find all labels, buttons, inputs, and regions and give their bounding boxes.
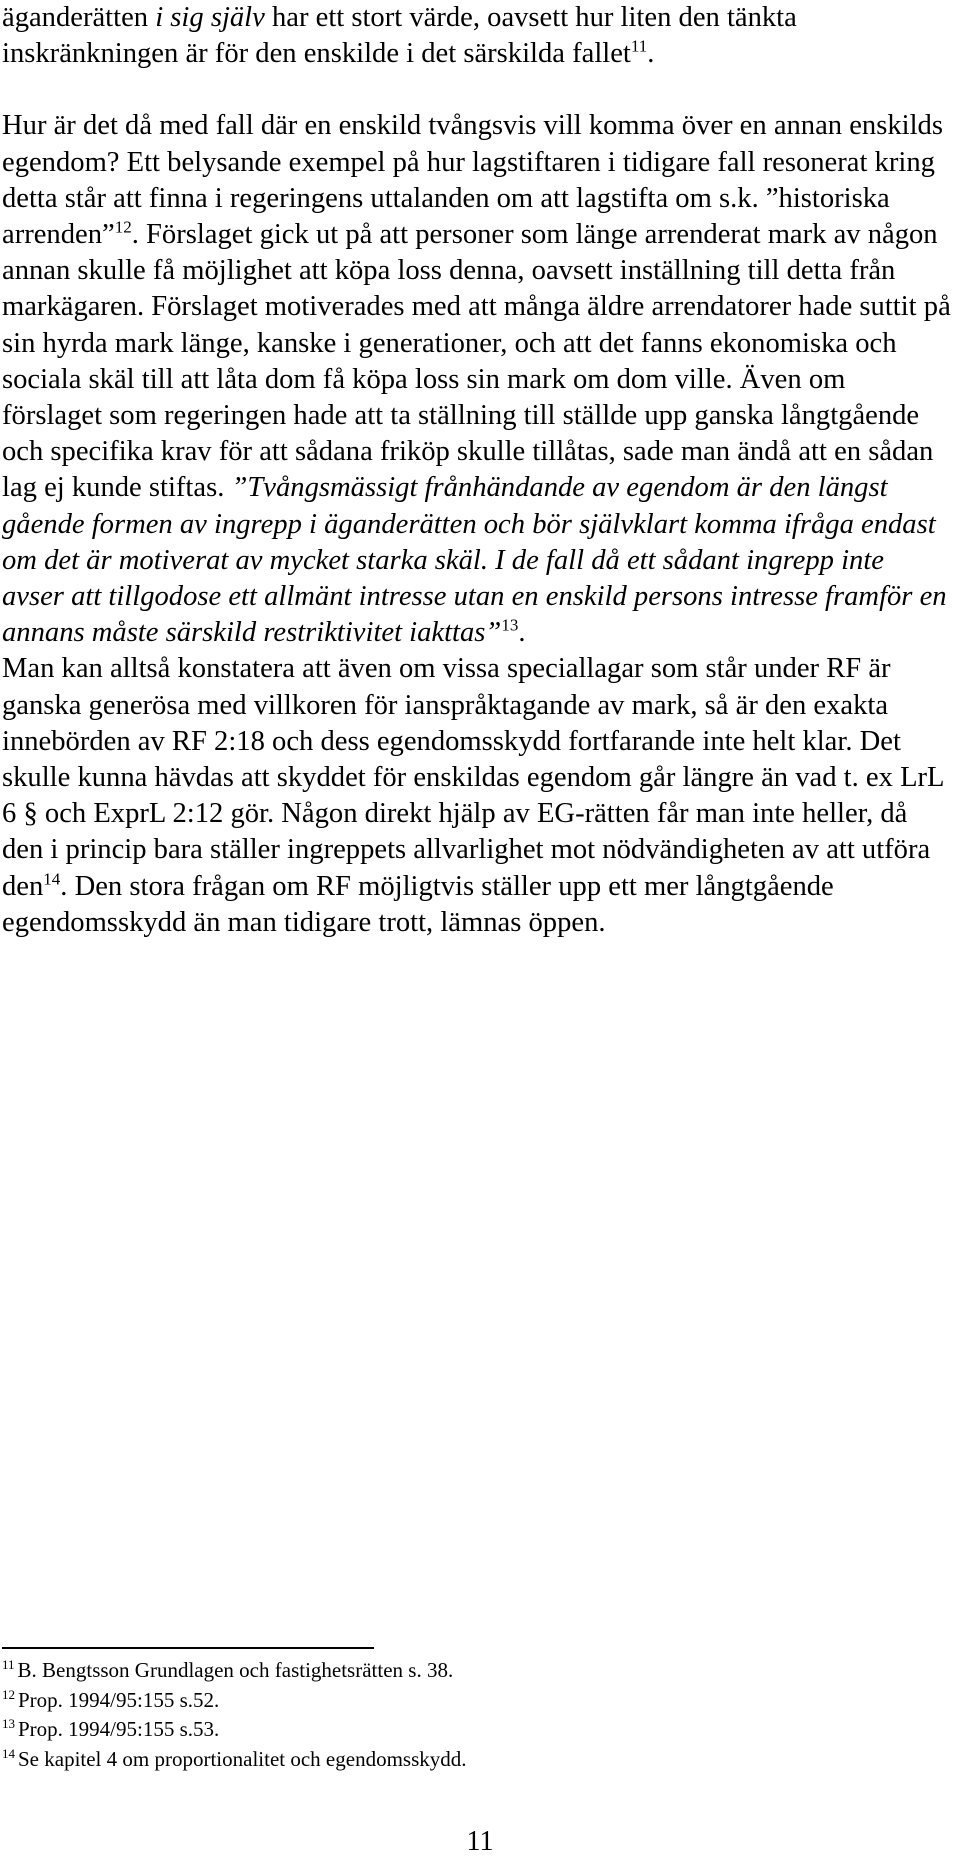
paragraph-2	[2, 108, 952, 651]
footnote-11	[2, 1656, 952, 1686]
footnote-14	[2, 1745, 952, 1775]
text-run: äganderätten	[2, 2, 156, 33]
footnote-number: 13	[2, 1716, 15, 1731]
footnote-ref-14[interactable]: 14	[43, 869, 61, 889]
footnote-12	[2, 1686, 952, 1716]
footnote-separator	[2, 1647, 374, 1649]
footnote-ref-12[interactable]: 12	[114, 217, 132, 237]
paragraph-gap	[2, 72, 952, 108]
footnote-text: B. Bengtsson Grundlagen och fastighetsrätten s. 38.	[17, 1658, 454, 1682]
text-run: . Förslaget gick ut på att personer som länge arrenderat mark av någon annan skulle få möjlighet att köpa loss denna, oavsett inställning till detta från markägaren. Förslaget motiverades med att många äldre arrendatorer hade suttit på sin hyrda mark länge, kanske i generationer, och att det fanns ekonomiska och sociala skäl till att låta dom få köpa loss sin mark om dom ville. Även om förslaget som regeringen hade att ta ställning till ställde upp ganska långtgående och specifika krav för att sådana friköp skulle tillåtas, sade man ändå att en sådan lag ej kunde stiftas.	[2, 219, 951, 504]
footnote-number: 11	[2, 1657, 15, 1672]
footnote-number: 12	[2, 1686, 15, 1702]
text-run: har ett stort värde, oavsett hur liten den tänkta inskränkningen är för den enskilde i det särskilda fallet	[2, 2, 797, 70]
footnote-13	[2, 1715, 952, 1745]
footnote-text: Prop. 1994/95:155 s.53.	[18, 1717, 220, 1741]
text-run: .	[647, 38, 655, 70]
footnotes	[2, 1656, 952, 1774]
page-number: 11	[466, 1826, 494, 1857]
italic-phrase: i sig själv	[155, 2, 265, 33]
footnote-ref-11[interactable]: 11	[630, 36, 648, 56]
text-run: Man kan alltså konstatera att även om vissa speciallagar som står under RF är ganska generösa med villkoren för ianspråktagande av mark, så är den exakta innebörden av RF 2:18 och dess egendomsskydd fortfarande inte helt klar. Det skulle kunna hävdas att skyddet för enskildas egendom går längre än vad t. ex LrL 6 § och ExprL 2:12 gör. Någon direkt hjälp av EG-rätten får man inte heller, då den i princip bara ställer ingreppets allvarlighet mot nödvändigheten av att utföra den	[2, 653, 944, 902]
text-run: Hur är det då med fall där en enskild tvångsvis vill komma över en annan enskilds egendom? Ett belysande exempel på hur lagstiftaren i tidigare fall resonerat kring detta står att finna i regeringens uttalanden om att lagstifta om s.k. ”historiska arrenden”	[2, 110, 943, 251]
text-run: .	[518, 617, 526, 649]
text-run: . Den stora frågan om RF möjligtvis ställer upp ett mer långtgående egendomsskydd än man tidigare trott, lämnas öppen.	[2, 870, 834, 938]
footnote-number: 14	[2, 1745, 15, 1761]
footnote-text: Prop. 1994/95:155 s.52.	[18, 1687, 220, 1712]
footnote-ref-13[interactable]: 13	[501, 615, 519, 635]
italic-quote: ”Tvångsmässigt frånhändande av egendom är den längst gående formen av ingrepp i äganderätten och bör självklart komma ifråga endast om det är motiverat av mycket starka skäl. I de fall då ett sådant ingrepp inte avser att tillgodose ett allmänt intresse utan en enskild persons intresse framför en annans måste särskild restriktivitet iakttas”	[2, 472, 947, 649]
body-text	[2, 0, 952, 941]
paragraph-3	[2, 651, 952, 941]
paragraph-1	[2, 0, 952, 72]
footnote-text: Se kapitel 4 om proportionalitet och egendomsskydd.	[18, 1746, 467, 1771]
